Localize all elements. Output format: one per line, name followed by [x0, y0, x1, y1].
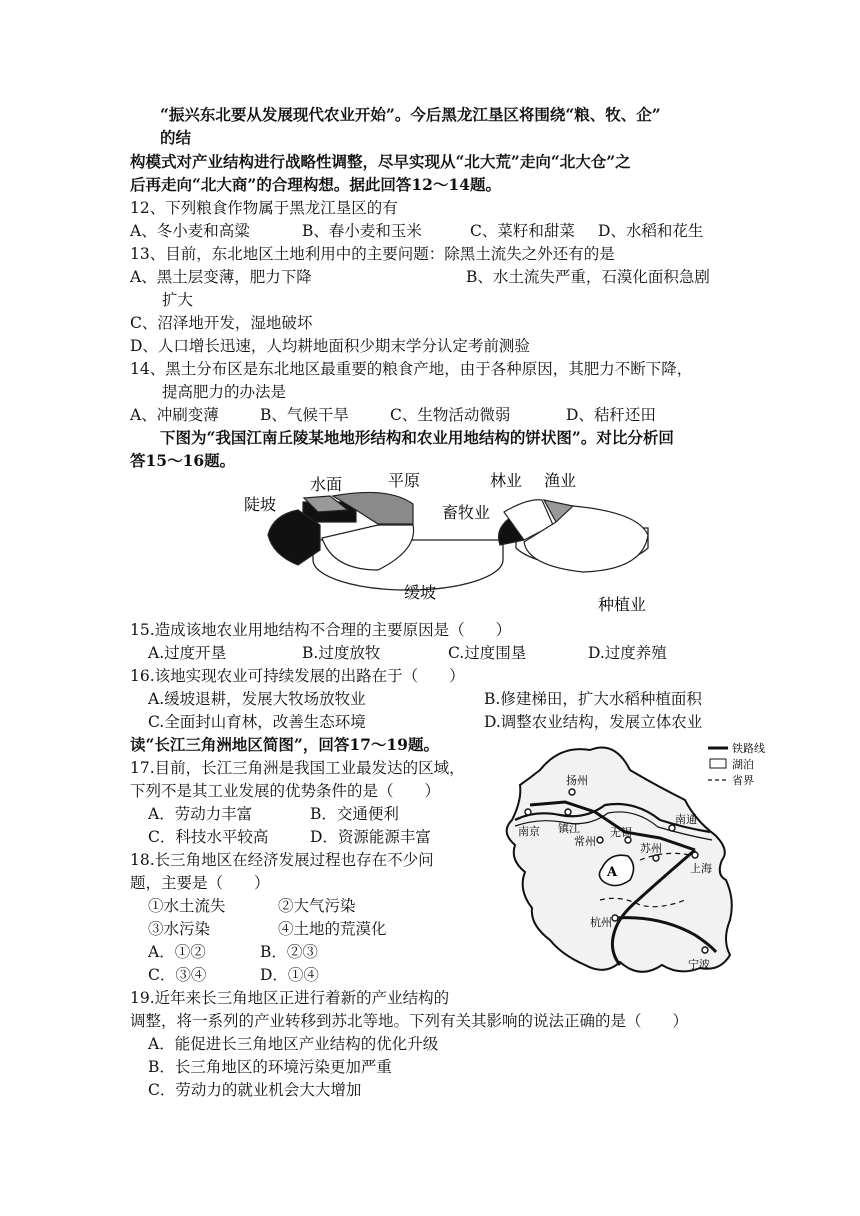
q14-option-a: A、冲刷变薄	[130, 406, 219, 424]
city-zhenjiang: 镇江	[558, 822, 580, 835]
q13-option-b: B、水土流失严重，石漠化面积急剧	[466, 268, 710, 286]
q16-option-c: C.全面封山育林，改善生态环境	[148, 713, 366, 731]
label-plain: 平原	[388, 471, 421, 490]
map-legend	[708, 741, 765, 787]
label-water-surface: 水面	[310, 475, 343, 494]
q15-option-d: D.过度养殖	[588, 644, 667, 662]
city-hangzhou: 杭州	[590, 916, 612, 929]
city-shanghai: 上海	[690, 862, 712, 875]
q14-option-c: C、生物活动微弱	[390, 406, 511, 424]
pie-charts-figure	[238, 470, 668, 620]
q18-option-a: A．①②	[148, 943, 206, 961]
q19-option-a: A．能促进长三角地区产业结构的优化升级	[148, 1035, 439, 1053]
q14-option-b: B、气候干旱	[260, 406, 349, 424]
label-crop-farming: 种植业	[598, 595, 647, 614]
city-nanjing: 南京	[518, 825, 540, 838]
q15-stem: 15.造成该地农业用地结构不合理的主要原因是（ ）	[130, 621, 512, 639]
q12-option-a: A、冬小麦和高粱	[130, 222, 250, 240]
q14-stem: 14、黑土分布区是东北地区最重要的粮食产地，由于各种原因，其肥力不断下降，	[130, 360, 693, 378]
label-forestry: 林业	[490, 471, 523, 490]
figure-intro-line-2: 答15～16题。	[130, 451, 236, 470]
q18-statement-3: ③水污染	[148, 920, 211, 938]
q16-stem: 16.该地实现农业可持续发展的出路在于（ ）	[130, 667, 465, 685]
q18-option-b: B．②③	[260, 943, 318, 961]
legend-railway: 铁路线	[732, 742, 765, 755]
q13-option-b-cont: 扩大	[162, 291, 194, 309]
city-wuxi: 无锡	[610, 826, 632, 839]
q16-option-d: D.调整农业结构，发展立体农业	[484, 713, 703, 731]
label-fishery: 渔业	[544, 471, 577, 490]
q17-option-d: D．资源能源丰富	[310, 828, 431, 846]
city-nantong: 南通	[675, 813, 697, 826]
label-steep-slope: 陡坡	[244, 495, 277, 514]
q17-option-c: C．科技水平较高	[148, 828, 269, 846]
q18-statement-1: ①水土流失	[148, 897, 226, 915]
q15-option-b: B.过度放牧	[302, 644, 381, 662]
map-intro: 读“长江三角洲地区简图”，回答17～19题。	[130, 735, 439, 754]
terrain-pie	[244, 471, 503, 602]
q19-option-b: B．长三角地区的环境污染更加严重	[148, 1058, 392, 1076]
q16-option-a: A.缓坡退耕，发展大牧场放牧业	[148, 690, 366, 708]
intro-line-4: 后再走向“北大商”的合理构想。据此回答12～14题。	[130, 175, 501, 194]
intro-line-2: 的结	[160, 128, 192, 147]
q15-option-c: C.过度围垦	[448, 644, 527, 662]
q12-option-c: C、菜籽和甜菜	[470, 222, 575, 240]
q18-stem-line-1: 18.长三角地区在经济发展过程也存在不少问	[130, 851, 434, 869]
q18-stem-line-2: 题，主要是（ ）	[130, 874, 270, 892]
q17-option-b: B．交通便利	[310, 805, 399, 823]
q13-stem: 13、目前，东北地区土地利用中的主要问题：除黑土流失之外还有的是	[130, 245, 615, 263]
legend-province-boundary: 省界	[732, 774, 754, 787]
q18-statement-4: ④土地的荒漠化	[278, 920, 387, 938]
intro-line-1: “振兴东北要从发展现代农业开始”。今后黑龙江垦区将围绕“粮、牧、企”	[160, 105, 661, 124]
q15-option-a: A.过度开垦	[148, 644, 227, 662]
q19-stem-line-1: 19.近年来长三角地区正进行着新的产业结构的	[130, 989, 450, 1007]
city-yangzhou: 扬州	[566, 774, 588, 787]
lake-mark: A	[607, 865, 618, 880]
city-suzhou: 苏州	[640, 842, 662, 855]
q16-option-b: B.修建梯田，扩大水稻种植面积	[484, 690, 702, 708]
q19-stem-line-2: 调整，将一系列的产业转移到苏北等地。下列有关其影响的说法正确的是（ ）	[130, 1012, 689, 1030]
city-changzhou: 常州	[574, 835, 596, 848]
q17-stem-line-2: 下列不是其工业发展的优势条件的是（ ）	[130, 782, 441, 800]
q14-stem-cont: 提高肥力的办法是	[162, 383, 287, 401]
q12-option-b: B、春小麦和玉米	[302, 222, 422, 240]
label-livestock: 畜牧业	[442, 503, 491, 522]
q13-option-a: A、黑土层变薄，肥力下降	[130, 268, 312, 286]
q14-option-d: D、秸秆还田	[566, 406, 656, 424]
label-gentle-slope: 缓坡	[404, 583, 437, 602]
yangtze-delta-map	[490, 740, 780, 995]
q18-option-d: D．①④	[260, 966, 319, 984]
q18-statement-2: ②大气污染	[278, 897, 356, 915]
q17-option-a: A．劳动力丰富	[148, 805, 253, 823]
intro-line-3: 构模式对产业结构进行战略性调整，尽早实现从“北大荒”走向“北大仓”之	[130, 152, 631, 171]
figure-intro-line-1: 下图为“我国江南丘陵某地地形结构和农业用地结构的饼状图”。对比分析回	[160, 428, 674, 447]
q13-option-c: C、沼泽地开发，湿地破坏	[130, 314, 313, 332]
q19-option-c: C．劳动力的就业机会大大增加	[148, 1081, 362, 1099]
q12-option-d: D、水稻和花生	[598, 222, 704, 240]
q12-stem: 12、下列粮食作物属于黑龙江垦区的有	[130, 199, 398, 217]
q18-option-c: C．③④	[148, 966, 207, 984]
city-ningbo: 宁波	[688, 958, 710, 971]
q17-stem-line-1: 17.目前，长江三角洲是我国工业最发达的区域，	[130, 759, 465, 777]
legend-lake: 湖泊	[732, 758, 754, 771]
q13-option-d: D、人口增长迅速，人均耕地面积少期末学分认定考前测验	[130, 337, 530, 355]
